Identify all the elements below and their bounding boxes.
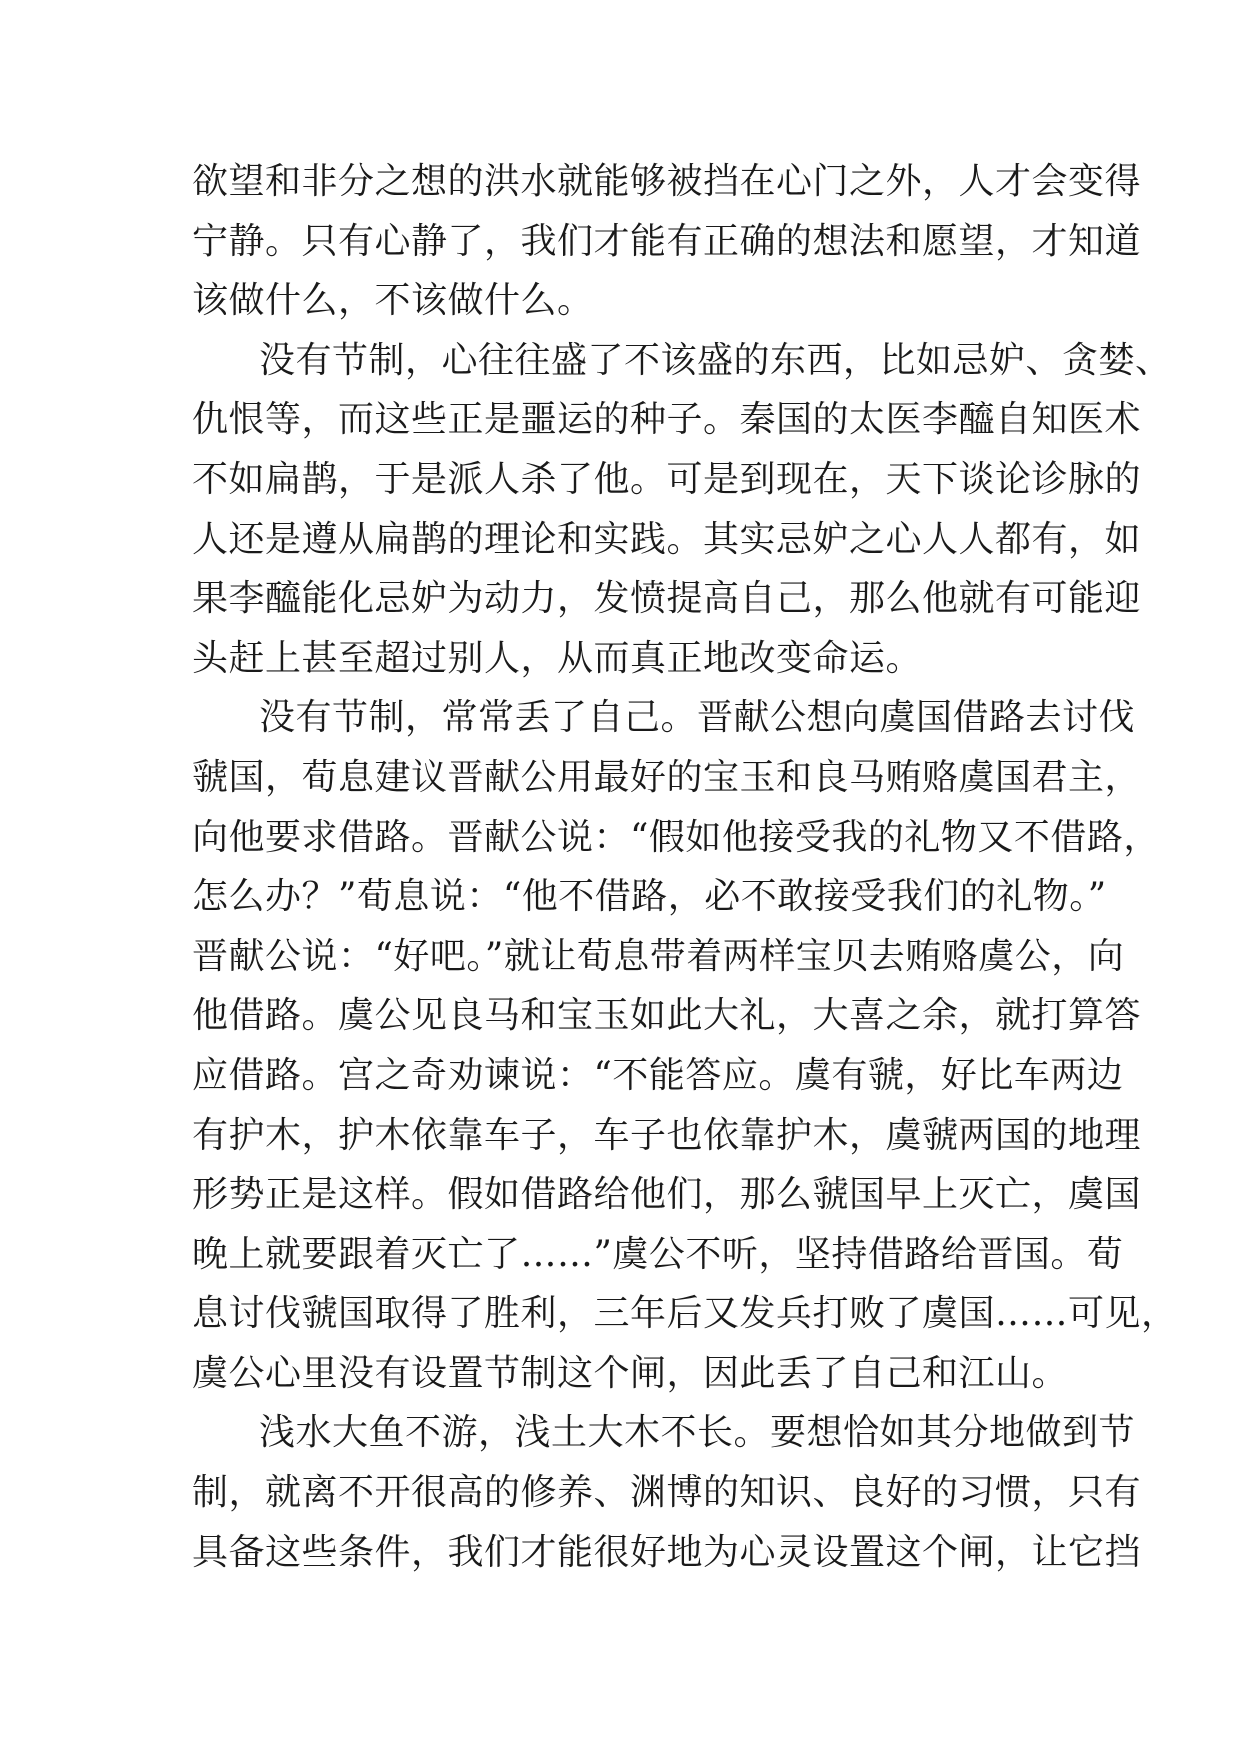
text-line: 人还是遵从扁鹊的理论和实践。其实忌妒之心人人都有，如 (192, 518, 1142, 560)
text-line: 不如扁鹊，于是派人杀了他。可是到现在，天下谈论诊脉的 (192, 458, 1142, 500)
text-line: 没有节制，心往往盛了不该盛的东西，比如忌妒、贪婪、 (259, 339, 1172, 381)
text-line: 宁静。只有心静了，我们才能有正确的想法和愿望，才知道 (192, 220, 1142, 262)
text-line: 向他要求借路。晋献公说：“假如他接受我的礼物又不借路， (192, 816, 1160, 858)
text-line: 制，就离不开很高的修养、渊博的知识、良好的习惯，只有 (192, 1472, 1142, 1514)
text-line: 头赶上甚至超过别人，从而真正地改变命运。 (192, 637, 923, 679)
text-line: 怎么办？”荀息说：“他不借路，必不敢接受我们的礼物。” (192, 876, 1107, 918)
text-line: 晋献公说：“好吧。”就让荀息带着两样宝贝去贿赂虞公，向 (192, 935, 1125, 977)
text-line: 虢国，荀息建议晋献公用最好的宝玉和良马贿赂虞国君主， (192, 756, 1142, 798)
text-line: 虞公心里没有设置节制这个闸，因此丢了自己和江山。 (192, 1352, 1069, 1394)
text-line: 欲望和非分之想的洪水就能够被挡在心门之外，人才会变得 (192, 161, 1142, 202)
text-line: 应借路。宫之奇劝谏说：“不能答应。虞有虢，好比车两边 (192, 1054, 1124, 1096)
document-page (192, 152, 1178, 1582)
text-line: 有护木，护木依靠车子，车子也依靠护木，虞虢两国的地理 (192, 1114, 1142, 1156)
text-line: 息讨伐虢国取得了胜利，三年后又发兵打败了虞国……可见， (192, 1293, 1178, 1335)
text-line: 晚上就要跟着灭亡了……”虞公不听，坚持借路给晋国。荀 (192, 1233, 1124, 1275)
text-line: 该做什么，不该做什么。 (192, 280, 594, 322)
text-line: 仇恨等，而这些正是噩运的种子。秦国的太医李醯自知医术 (192, 399, 1142, 441)
text-line: 果李醯能化忌妒为动力，发愤提高自己，那么他就有可能迎 (192, 578, 1142, 620)
text-line: 形势正是这样。假如借路给他们，那么虢国早上灭亡，虞国 (192, 1174, 1142, 1216)
text-line: 浅水大鱼不游，浅土大木不长。要想恰如其分地做到节 (259, 1412, 1136, 1454)
text-line: 具备这些条件，我们才能很好地为心灵设置这个闸，让它挡 (192, 1531, 1142, 1573)
text-line: 他借路。虞公见良马和宝玉如此大礼，大喜之余，就打算答 (192, 995, 1142, 1037)
text-line: 没有节制，常常丢了自己。晋献公想向虞国借路去讨伐 (259, 697, 1136, 739)
